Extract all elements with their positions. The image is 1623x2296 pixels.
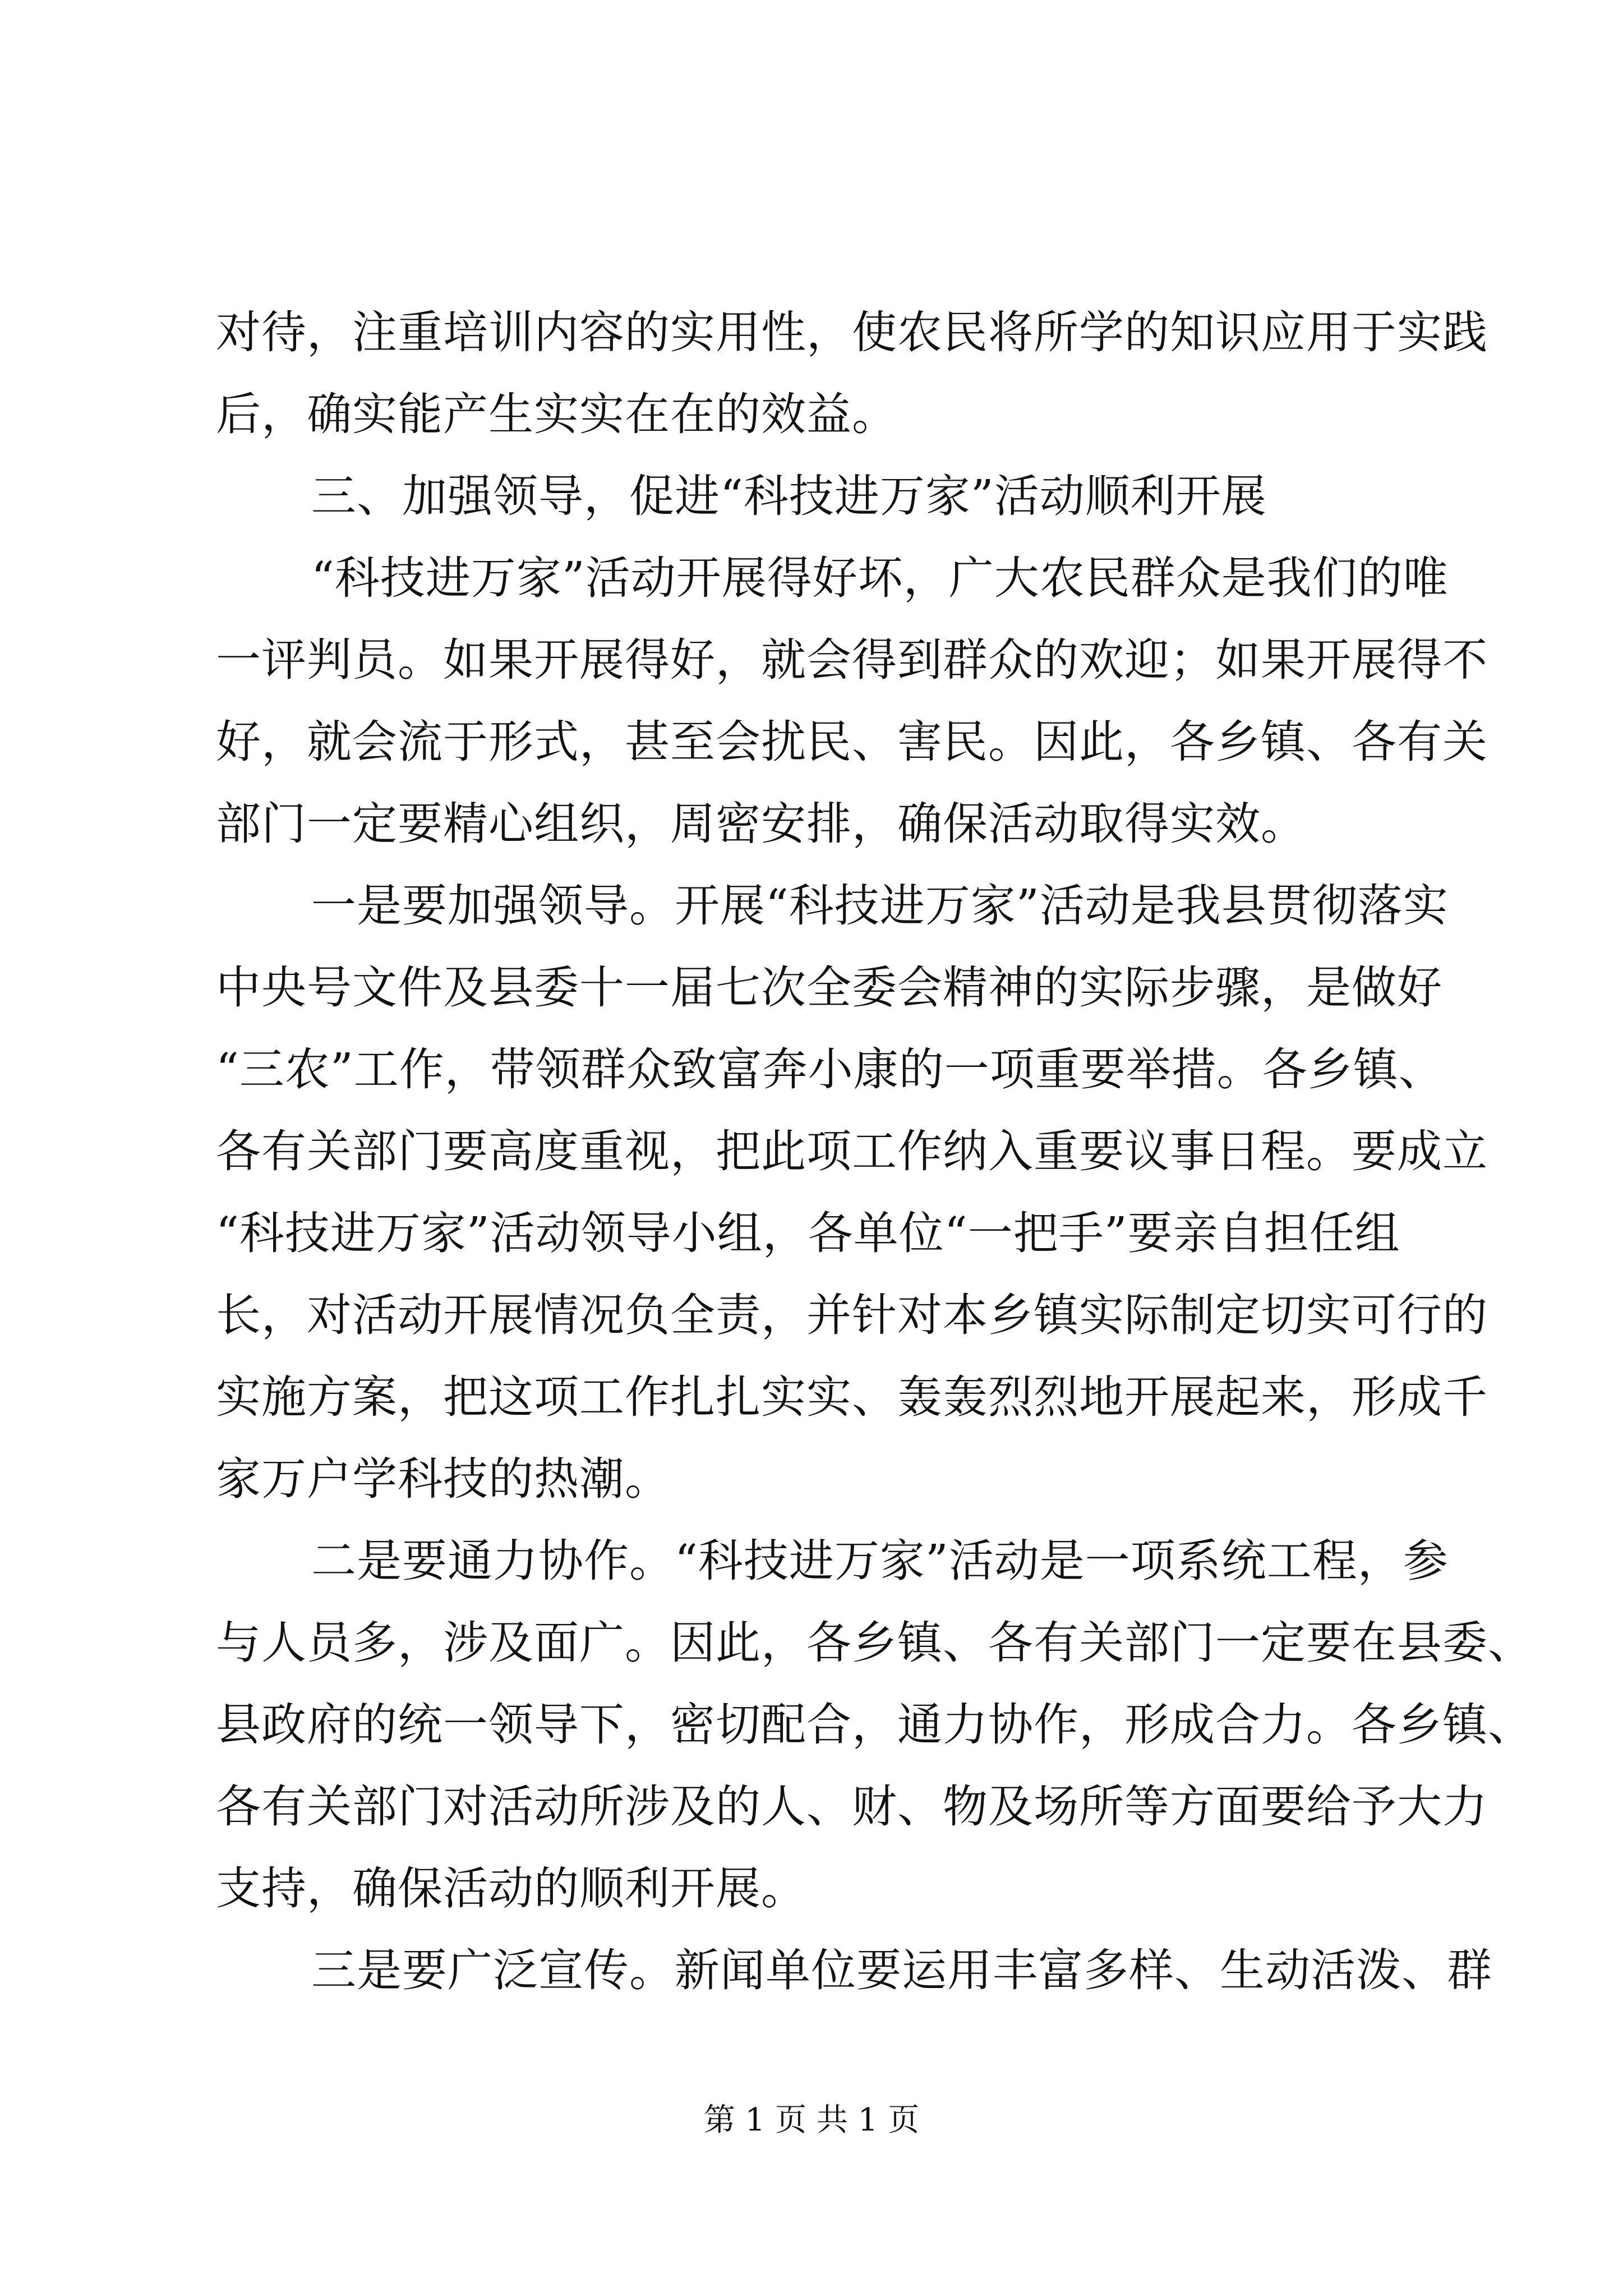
text-line: 部门一定要精心组织，周密安排，确保活动取得实效。 xyxy=(216,798,1306,850)
text-line: 实施方案，把这项工作扎扎实实、轰轰烈烈地开展起来，形成千 xyxy=(216,1371,1488,1423)
text-line: 县政府的统一领导下，密切配合，通力协作，形成合力。各乡镇、 xyxy=(216,1699,1533,1751)
text-line: “科技进万家”活动开展得好坏，广大农民群众是我们的唯 xyxy=(311,552,1449,604)
page-footer: 第 1 页 共 1 页 xyxy=(703,2102,920,2138)
text-line: 对待，注重培训内容的实用性，使农民将所学的知识应用于实践 xyxy=(216,306,1488,358)
text-line: 二是要通力协作。“科技进万家”活动是一项系统工程，参 xyxy=(311,1535,1449,1587)
text-line: 各有关部门对活动所涉及的人、财、物及场所等方面要给予大力 xyxy=(216,1780,1488,1833)
text-line: 好，就会流于形式，甚至会扰民、害民。因此，各乡镇、各有关 xyxy=(216,716,1488,768)
text-line: 三是要广泛宣传。新闻单位要运用丰富多样、生动活泼、群 xyxy=(311,1944,1492,1996)
text-line: 各有关部门要高度重视，把此项工作纳入重要议事日程。要成立 xyxy=(216,1125,1488,1177)
text-line: “三农”工作，带领群众致富奔小康的一项重要举措。各乡镇、 xyxy=(216,1043,1444,1096)
text-line: 支持，确保活动的顺利开展。 xyxy=(216,1862,806,1915)
section-heading: 三、加强领导，促进“科技进万家”活动顺利开展 xyxy=(311,470,1267,522)
text-line: 一是要加强领导。开展“科技进万家”活动是我县贯彻落实 xyxy=(311,880,1449,932)
document-body xyxy=(216,292,1533,2012)
text-line: “科技进万家”活动领导小组，各单位“一把手”要亲自担任组 xyxy=(216,1207,1400,1259)
text-line: 家万户学科技的热潮。 xyxy=(216,1453,670,1505)
text-line: 长，对活动开展情况负全责，并针对本乡镇实际制定切实可行的 xyxy=(216,1289,1488,1341)
text-line: 与人员多，涉及面广。因此，各乡镇、各有关部门一定要在县委、 xyxy=(216,1617,1533,1669)
text-line: 中央号文件及县委十一届七次全委会精神的实际步骤，是做好 xyxy=(216,961,1442,1014)
text-line: 后，确实能产生实实在在的效益。 xyxy=(216,388,897,440)
text-line: 一评判员。如果开展得好，就会得到群众的欢迎；如果开展得不 xyxy=(216,634,1488,686)
